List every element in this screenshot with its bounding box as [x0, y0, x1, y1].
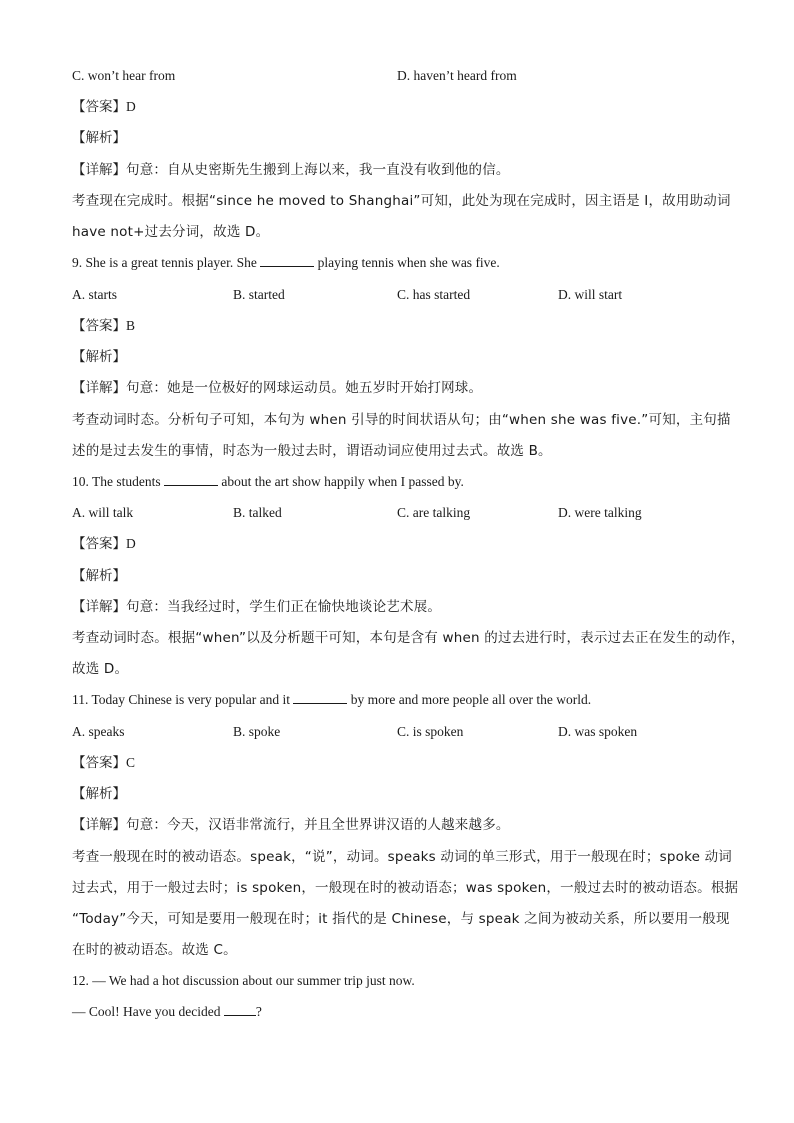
q10-analysis-label: 【解析】 [72, 568, 126, 584]
q9-stem [72, 254, 732, 272]
detail-text: 句意：当我经过时，学生们正在愉快地谈论艺术展。 [126, 599, 442, 615]
q11-detail [72, 816, 732, 834]
q8-explanation-line-1: 考查现在完成时。根据“since he moved to Shanghai”可知，此处为现在完成时，因主语是 I，故用助动词 [72, 193, 731, 209]
answer-value: D [126, 99, 136, 114]
q11-explanation-line-3: “Today”今天，可知是要用一般现在时；it 指代的是 Chinese，与 speak 之间为被动关系，所以要用一般现 [72, 911, 730, 927]
q10-stem [72, 473, 732, 491]
q9-detail [72, 379, 732, 397]
answer-value: C [126, 755, 136, 770]
q12-answer-blank [224, 1003, 256, 1016]
q11-explanation-line-1: 考查一般现在时的被动语态。speak，“说”，动词。speaks 动词的单三形式，用于一般现在时；spoke 动词 [72, 849, 733, 865]
answer-label: 【答案】 [72, 755, 126, 771]
q10-explanation-line-1: 考查动词时态。根据“when”以及分析题干可知，本句是含有 when 的过去进行时，表示过去正在发生的动作， [72, 630, 745, 646]
q10-explanation-line-2: 故选 D。 [72, 661, 129, 677]
q10-answer [72, 535, 732, 553]
detail-text: 句意：今天，汉语非常流行，并且全世界讲汉语的人越来越多。 [126, 817, 510, 833]
answer-label: 【答案】 [72, 99, 126, 115]
q8-detail [72, 161, 732, 179]
answer-value: B [126, 318, 136, 333]
q12-dialogue-line-2 [72, 1003, 732, 1021]
q9-stem-end: playing tennis when she was five. [317, 255, 500, 270]
q9-explanation-line-1: 考查动词时态。分析句子可知，本句为 when 引导的时间状语从句；由“when she was five.”可知，主句描 [72, 412, 731, 428]
q12-dialogue-line-1: 12. — We had a hot discussion about our summer trip just now. [72, 973, 415, 988]
detail-label: 【详解】 [72, 380, 126, 396]
detail-label: 【详解】 [72, 817, 126, 833]
q11-option-d: D. was spoken [558, 724, 638, 739]
q10-stem-start: 10. The students [72, 474, 161, 489]
detail-text: 句意：她是一位极好的网球运动员。她五岁时开始打网球。 [126, 380, 483, 396]
answer-label: 【答案】 [72, 318, 126, 334]
answer-value: D [126, 536, 136, 551]
q11-option-a: A. speaks [72, 724, 125, 739]
q8-answer [72, 98, 732, 116]
q11-answer [72, 754, 732, 772]
q8-option-c: C. won’t hear from [72, 68, 176, 83]
q12-line-2-end: ? [255, 1004, 262, 1019]
detail-label: 【详解】 [72, 599, 126, 615]
q11-explanation-line-2: 过去式，用于一般过去时；is spoken，一般现在时的被动语态；was spoken，一般过去时的被动语态。根据 [72, 880, 739, 896]
q9-answer-blank [260, 254, 314, 267]
q9-answer [72, 317, 732, 335]
q11-stem [72, 691, 732, 709]
q9-option-c: C. has started [397, 287, 471, 302]
q11-option-c: C. is spoken [397, 724, 464, 739]
q8-option-d: D. haven’t heard from [397, 68, 517, 83]
q11-analysis-label: 【解析】 [72, 786, 126, 802]
q11-option-b: B. spoke [233, 724, 281, 739]
q10-option-c: C. are talking [397, 505, 471, 520]
q10-answer-blank [164, 473, 218, 486]
detail-text: 句意：自从史密斯先生搬到上海以来，我一直没有收到他的信。 [126, 162, 510, 178]
q11-answer-blank [293, 691, 347, 704]
q10-option-b: B. talked [233, 505, 282, 520]
q9-option-d: D. will start [558, 287, 623, 302]
q10-detail [72, 598, 732, 616]
q9-option-b: B. started [233, 287, 285, 302]
q10-option-a: A. will talk [72, 505, 134, 520]
q8-explanation-line-2: have not+过去分词，故选 D。 [72, 224, 270, 240]
q8-analysis-label: 【解析】 [72, 130, 126, 146]
q10-stem-end: about the art show happily when I passed by. [221, 474, 464, 489]
q11-explanation-line-4: 在时的被动语态。故选 C。 [72, 942, 237, 958]
detail-label: 【详解】 [72, 162, 126, 178]
q11-stem-start: 11. Today Chinese is very popular and it [72, 692, 291, 707]
answer-label: 【答案】 [72, 536, 126, 552]
q10-option-d: D. were talking [558, 505, 642, 520]
q9-analysis-label: 【解析】 [72, 349, 126, 365]
q9-stem-start: 9. She is a great tennis player. She [72, 255, 257, 270]
q12-line-2-start: — Cool! Have you decided [72, 1004, 221, 1019]
q9-option-a: A. starts [72, 287, 117, 302]
q9-explanation-line-2: 述的是过去发生的事情，时态为一般过去时，谓语动词应使用过去式。故选 B。 [72, 443, 552, 459]
q11-stem-end: by more and more people all over the world. [350, 692, 592, 707]
